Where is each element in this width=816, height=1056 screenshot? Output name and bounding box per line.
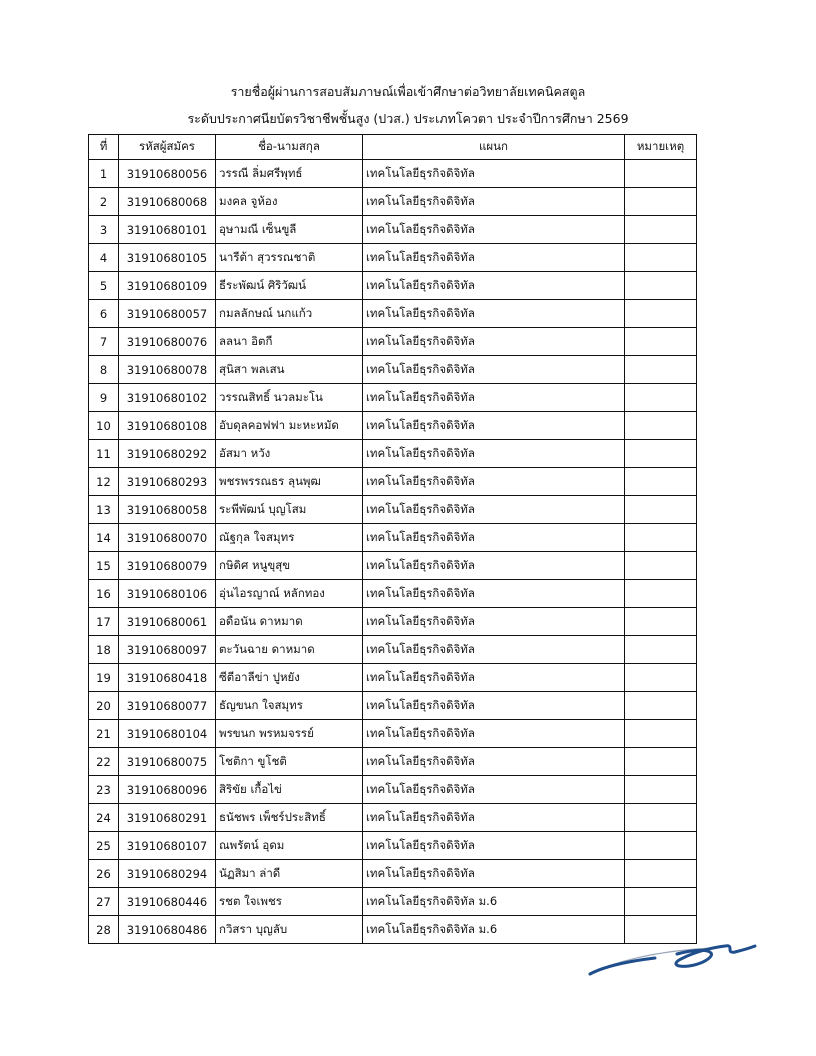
remark-cell	[625, 160, 697, 188]
row-number-cell: 12	[89, 468, 119, 496]
applicant-id-cell: 31910680068	[119, 188, 216, 216]
remark-cell	[625, 692, 697, 720]
applicant-name-cell: นารีต้า สุวรรณชาติ	[216, 244, 363, 272]
remark-cell	[625, 608, 697, 636]
row-number-cell: 14	[89, 524, 119, 552]
row-number-cell: 28	[89, 916, 119, 944]
table-row	[89, 608, 697, 636]
applicant-id-cell: 31910680056	[119, 160, 216, 188]
remark-cell	[625, 188, 697, 216]
department-cell: เทคโนโลยีธุรกิจดิจิทัล	[363, 692, 625, 720]
department-cell: เทคโนโลยีธุรกิจดิจิทัล	[363, 720, 625, 748]
row-number-cell: 9	[89, 384, 119, 412]
department-cell: เทคโนโลยีธุรกิจดิจิทัล ม.6	[363, 916, 625, 944]
table-row	[89, 272, 697, 300]
row-number-cell: 4	[89, 244, 119, 272]
row-number-cell: 21	[89, 720, 119, 748]
table-row	[89, 356, 697, 384]
table-row	[89, 552, 697, 580]
table-row	[89, 468, 697, 496]
department-cell: เทคโนโลยีธุรกิจดิจิทัล	[363, 216, 625, 244]
remark-cell	[625, 412, 697, 440]
applicant-name-cell: สุนิสา พลเสน	[216, 356, 363, 384]
applicant-name-cell: ซีตีอาลีข่า ปูหยัง	[216, 664, 363, 692]
remark-cell	[625, 440, 697, 468]
row-number-cell: 2	[89, 188, 119, 216]
table-row	[89, 720, 697, 748]
applicant-id-cell: 31910680070	[119, 524, 216, 552]
applicant-id-cell: 31910680057	[119, 300, 216, 328]
remark-cell	[625, 244, 697, 272]
remark-cell	[625, 776, 697, 804]
header-name: ชื่อ-นามสกุล	[216, 135, 363, 160]
remark-cell	[625, 496, 697, 524]
applicant-id-cell: 31910680097	[119, 636, 216, 664]
header-department: แผนก	[363, 135, 625, 160]
department-cell: เทคโนโลยีธุรกิจดิจิทัล	[363, 804, 625, 832]
applicant-name-cell: วรรณี ลิ่มศรีพุทธ์	[216, 160, 363, 188]
applicant-name-cell: มงคล จูห้อง	[216, 188, 363, 216]
applicant-name-cell: ธัญขนก ใจสมุทร	[216, 692, 363, 720]
applicant-name-cell: วรรณสิทธิ์ นวลมะโน	[216, 384, 363, 412]
remark-cell	[625, 300, 697, 328]
department-cell: เทคโนโลยีธุรกิจดิจิทัล	[363, 580, 625, 608]
applicant-name-cell: อัสมา หวัง	[216, 440, 363, 468]
header-applicant-id: รหัสผู้สมัคร	[119, 135, 216, 160]
applicant-name-cell: ธีระพัฒน์ ศิริวัฒน์	[216, 272, 363, 300]
table-row	[89, 888, 697, 916]
remark-cell	[625, 552, 697, 580]
applicant-name-cell: นัฏสิมา ล่าดี	[216, 860, 363, 888]
row-number-cell: 5	[89, 272, 119, 300]
applicant-id-cell: 31910680109	[119, 272, 216, 300]
applicant-id-cell: 31910680106	[119, 580, 216, 608]
applicant-id-cell: 31910680446	[119, 888, 216, 916]
remark-cell	[625, 832, 697, 860]
department-cell: เทคโนโลยีธุรกิจดิจิทัล	[363, 356, 625, 384]
applicant-id-cell: 31910680075	[119, 748, 216, 776]
applicant-name-cell: อุษามณี เซ็นขูลี	[216, 216, 363, 244]
department-cell: เทคโนโลยีธุรกิจดิจิทัล	[363, 776, 625, 804]
row-number-cell: 17	[89, 608, 119, 636]
remark-cell	[625, 580, 697, 608]
remark-cell	[625, 804, 697, 832]
table-row	[89, 412, 697, 440]
applicant-id-cell: 31910680291	[119, 804, 216, 832]
applicant-name-cell: อับดุลคอฟฟา มะหะหมัด	[216, 412, 363, 440]
document-title: รายชื่อผู้ผ่านการสอบสัมภาษณ์เพื่อเข้าศึกษาต่อวิทยาลัยเทคนิคสตูล	[230, 84, 586, 99]
applicant-name-cell: ระพีพัฒน์ บุญโสม	[216, 496, 363, 524]
remark-cell	[625, 328, 697, 356]
applicant-id-cell: 31910680104	[119, 720, 216, 748]
department-cell: เทคโนโลยีธุรกิจดิจิทัล	[363, 272, 625, 300]
department-cell: เทคโนโลยีธุรกิจดิจิทัล	[363, 552, 625, 580]
remark-cell	[625, 888, 697, 916]
remark-cell	[625, 216, 697, 244]
applicant-name-cell: โชติกา ขูโชติ	[216, 748, 363, 776]
department-cell: เทคโนโลยีธุรกิจดิจิทัล ม.6	[363, 888, 625, 916]
applicant-id-cell: 31910680061	[119, 608, 216, 636]
row-number-cell: 15	[89, 552, 119, 580]
table-row	[89, 692, 697, 720]
department-cell: เทคโนโลยีธุรกิจดิจิทัล	[363, 524, 625, 552]
department-cell: เทคโนโลยีธุรกิจดิจิทัล	[363, 160, 625, 188]
remark-cell	[625, 384, 697, 412]
applicant-id-cell: 31910680078	[119, 356, 216, 384]
row-number-cell: 7	[89, 328, 119, 356]
table-row	[89, 524, 697, 552]
department-cell: เทคโนโลยีธุรกิจดิจิทัล	[363, 832, 625, 860]
applicant-id-cell: 31910680486	[119, 916, 216, 944]
row-number-cell: 11	[89, 440, 119, 468]
remark-cell	[625, 468, 697, 496]
table-row	[89, 832, 697, 860]
department-cell: เทคโนโลยีธุรกิจดิจิทัล	[363, 244, 625, 272]
row-number-cell: 18	[89, 636, 119, 664]
applicant-id-cell: 31910680079	[119, 552, 216, 580]
department-cell: เทคโนโลยีธุรกิจดิจิทัล	[363, 664, 625, 692]
applicant-id-cell: 31910680102	[119, 384, 216, 412]
applicant-name-cell: กษิดิศ หนูขุสุข	[216, 552, 363, 580]
remark-cell	[625, 636, 697, 664]
header-no: ที่	[89, 135, 119, 160]
applicant-name-cell: พชรพรรณธร ลุนพุฒ	[216, 468, 363, 496]
table-row	[89, 776, 697, 804]
department-cell: เทคโนโลยีธุรกิจดิจิทัล	[363, 468, 625, 496]
applicant-id-cell: 31910680294	[119, 860, 216, 888]
row-number-cell: 8	[89, 356, 119, 384]
row-number-cell: 10	[89, 412, 119, 440]
row-number-cell: 16	[89, 580, 119, 608]
applicant-id-cell: 31910680077	[119, 692, 216, 720]
department-cell: เทคโนโลยีธุรกิจดิจิทัล	[363, 384, 625, 412]
table-header-row	[89, 135, 697, 160]
department-cell: เทคโนโลยีธุรกิจดิจิทัล	[363, 188, 625, 216]
applicant-name-cell: กมลลักษณ์ นกแก้ว	[216, 300, 363, 328]
applicant-id-cell: 31910680058	[119, 496, 216, 524]
remark-cell	[625, 748, 697, 776]
department-cell: เทคโนโลยีธุรกิจดิจิทัล	[363, 748, 625, 776]
remark-cell	[625, 720, 697, 748]
applicant-name-cell: ณัฐกุล ใจสมุทร	[216, 524, 363, 552]
remark-cell	[625, 664, 697, 692]
table-row	[89, 384, 697, 412]
header-remark: หมายเหตุ	[625, 135, 697, 160]
department-cell: เทคโนโลยีธุรกิจดิจิทัล	[363, 300, 625, 328]
department-cell: เทคโนโลยีธุรกิจดิจิทัล	[363, 412, 625, 440]
applicant-id-cell: 31910680108	[119, 412, 216, 440]
row-number-cell: 6	[89, 300, 119, 328]
row-number-cell: 27	[89, 888, 119, 916]
row-number-cell: 26	[89, 860, 119, 888]
department-cell: เทคโนโลยีธุรกิจดิจิทัล	[363, 328, 625, 356]
table-row	[89, 804, 697, 832]
remark-cell	[625, 524, 697, 552]
applicant-id-cell: 31910680107	[119, 832, 216, 860]
row-number-cell: 13	[89, 496, 119, 524]
applicant-name-cell: กวิสรา บุญลับ	[216, 916, 363, 944]
applicant-name-cell: อดือนัน ดาหมาด	[216, 608, 363, 636]
row-number-cell: 19	[89, 664, 119, 692]
applicant-table	[88, 134, 697, 944]
department-cell: เทคโนโลยีธุรกิจดิจิทัล	[363, 860, 625, 888]
table-row	[89, 496, 697, 524]
table-row	[89, 328, 697, 356]
table-row	[89, 664, 697, 692]
row-number-cell: 20	[89, 692, 119, 720]
table-row	[89, 636, 697, 664]
applicant-name-cell: อุ่นไอรญาณ์ หลักทอง	[216, 580, 363, 608]
applicant-name-cell: ลลนา อิตกี	[216, 328, 363, 356]
signature-icon	[585, 928, 760, 983]
applicant-id-cell: 31910680292	[119, 440, 216, 468]
row-number-cell: 22	[89, 748, 119, 776]
table-row	[89, 216, 697, 244]
applicant-id-cell: 31910680293	[119, 468, 216, 496]
row-number-cell: 24	[89, 804, 119, 832]
applicant-id-cell: 31910680076	[119, 328, 216, 356]
table-row	[89, 300, 697, 328]
row-number-cell: 1	[89, 160, 119, 188]
remark-cell	[625, 272, 697, 300]
applicant-name-cell: ธนัชพร เพ็ชร์ประสิทธิ์	[216, 804, 363, 832]
table-row	[89, 188, 697, 216]
table-row	[89, 244, 697, 272]
table-body	[89, 160, 697, 944]
applicant-name-cell: ณพรัตน์ อุดม	[216, 832, 363, 860]
row-number-cell: 3	[89, 216, 119, 244]
document-subtitle: ระดับประกาศนียบัตรวิชาชีพชั้นสูง (ปวส.) ประเภทโควตา ประจำปีการศึกษา 2569	[187, 111, 629, 126]
table-row	[89, 580, 697, 608]
row-number-cell: 23	[89, 776, 119, 804]
table-row	[89, 748, 697, 776]
table-row	[89, 160, 697, 188]
applicant-id-cell: 31910680096	[119, 776, 216, 804]
applicant-name-cell: สิริขัย เกื้อไข่	[216, 776, 363, 804]
applicant-name-cell: พรขนก พรหมจรรย์	[216, 720, 363, 748]
applicant-id-cell: 31910680105	[119, 244, 216, 272]
remark-cell	[625, 356, 697, 384]
table-row	[89, 860, 697, 888]
department-cell: เทคโนโลยีธุรกิจดิจิทัล	[363, 608, 625, 636]
remark-cell	[625, 860, 697, 888]
applicant-name-cell: ตะวันฉาย ดาหมาด	[216, 636, 363, 664]
table-row	[89, 440, 697, 468]
applicant-name-cell: รชต ใจเพชร	[216, 888, 363, 916]
applicant-id-cell: 31910680101	[119, 216, 216, 244]
applicant-id-cell: 31910680418	[119, 664, 216, 692]
department-cell: เทคโนโลยีธุรกิจดิจิทัล	[363, 496, 625, 524]
department-cell: เทคโนโลยีธุรกิจดิจิทัล	[363, 440, 625, 468]
row-number-cell: 25	[89, 832, 119, 860]
department-cell: เทคโนโลยีธุรกิจดิจิทัล	[363, 636, 625, 664]
